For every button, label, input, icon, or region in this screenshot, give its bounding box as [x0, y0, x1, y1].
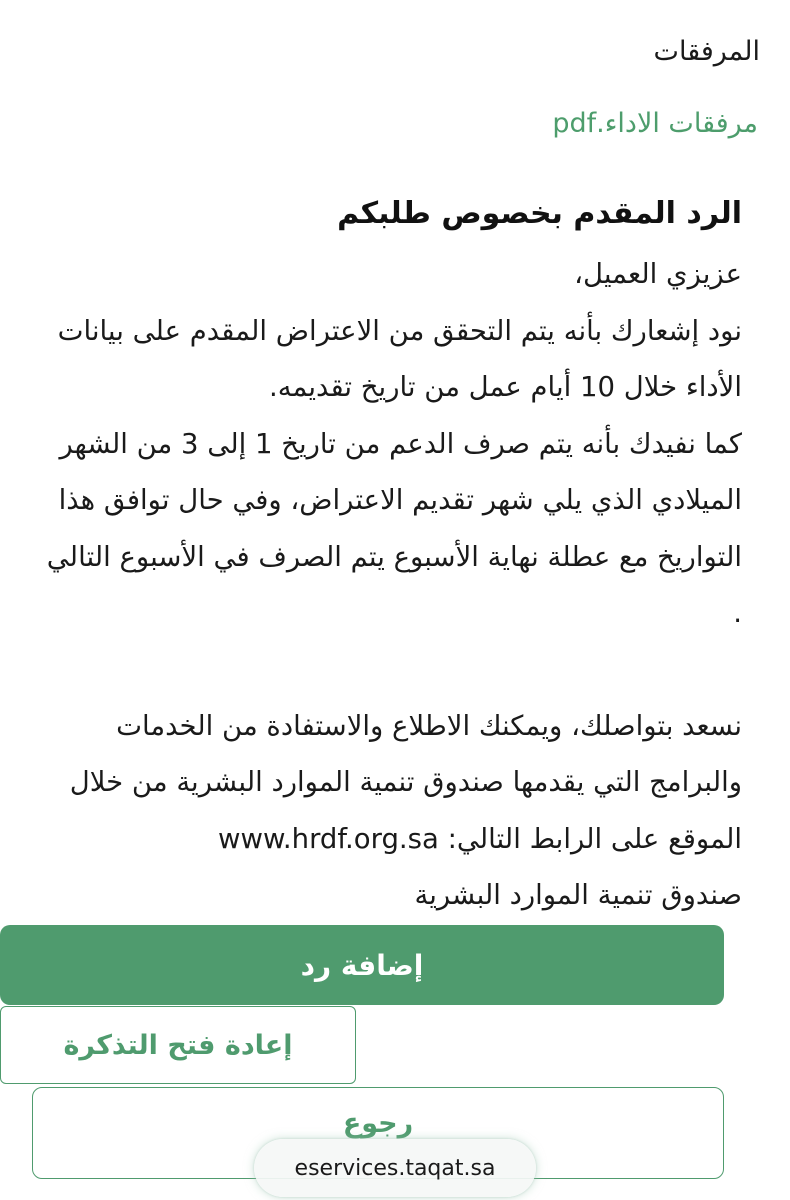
reply-body: [42, 246, 742, 924]
reply-signature: صندوق تنمية الموارد البشرية: [414, 879, 742, 911]
reply-paragraph-contact: نسعد بتواصلك، ويمكنك الاطلاع والاستفادة من الخدمات والبرامج التي يقدمها صندوق تنمية الموارد البشرية من خلال الموقع على الرابط التالي: www.hrdf.org.sa: [69, 709, 742, 855]
reply-paragraph-disbursement: كما نفيدك بأنه يتم صرف الدعم من تاريخ 1 إلى 3 من الشهر الميلادي الذي يلي شهر تقديم الاعتراض، وفي حال توافق هذا التواريخ مع عطلة نهاية الأسبوع يتم الصرف في الأسبوع التالي .: [46, 427, 742, 629]
reopen-ticket-button[interactable]: إعادة فتح التذكرة: [0, 1006, 356, 1084]
attachment-file-link[interactable]: مرفقات الاداء.pdf: [552, 108, 758, 139]
browser-url-pill[interactable]: eservices.taqat.sa: [254, 1139, 536, 1197]
reply-title: الرد المقدم بخصوص طلبكم: [337, 196, 742, 231]
attachments-section-label: المرفقات: [653, 36, 760, 67]
add-reply-button[interactable]: إضافة رد: [0, 925, 724, 1005]
paragraph-spacer: [42, 642, 742, 698]
back-button[interactable]: رجوع: [32, 1087, 724, 1179]
reply-greeting: عزيزي العميل،: [574, 258, 742, 290]
reply-paragraph-verification: نود إشعارك بأنه يتم التحقق من الاعتراض المقدم على بيانات الأداء خلال 10 أيام عمل من تاريخ تقديمه.: [57, 314, 742, 403]
